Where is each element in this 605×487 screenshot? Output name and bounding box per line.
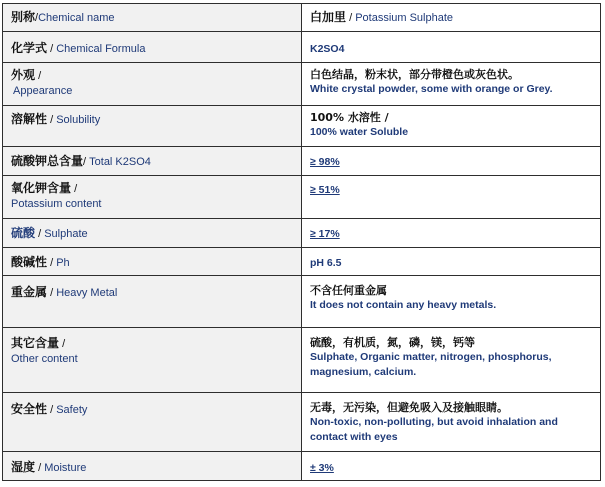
value-en: K2SO4: [310, 42, 345, 55]
value-en: Sulphate, Organic matter, nitrogen, phosphorus,: [310, 350, 552, 363]
table-row: [3, 452, 601, 481]
value-en: ± 3%: [310, 462, 334, 475]
value-cell: [302, 31, 601, 62]
value-cell: [302, 218, 601, 247]
label-en: Sulphate: [44, 227, 88, 240]
value-sep: /: [346, 12, 356, 24]
value-en: It does not contain any heavy metals.: [310, 299, 497, 312]
label-en: Other content: [11, 352, 78, 365]
table-row: [3, 31, 601, 62]
label-en: Potassium content: [11, 197, 102, 210]
label-zh: 别称: [11, 10, 36, 24]
label-sep: /: [47, 256, 57, 269]
table-row: [3, 247, 601, 276]
value-zh: 白色结晶，粉末状，部分带橙色或灰色状。: [310, 67, 519, 81]
label-zh: 化学式: [11, 40, 48, 55]
label-cell: [3, 327, 302, 392]
label-zh: 氧化钾含量: [11, 180, 72, 195]
label-sep: /: [35, 12, 39, 24]
value-cell: [302, 105, 601, 146]
label-cell: [3, 392, 302, 452]
label-cell: [3, 276, 302, 327]
label-zh: 硫酸钾总含量: [11, 153, 84, 168]
value-en: Non-toxic, non-polluting, but avoid inhalation and: [310, 415, 558, 428]
label-zh: 重金属: [11, 285, 48, 300]
label-cell: [3, 218, 302, 247]
label-cell: [3, 105, 302, 146]
label-sep: /: [47, 42, 57, 55]
value-cell: [302, 146, 601, 175]
label-zh: 安全性: [11, 401, 48, 416]
label-zh: 外观: [11, 67, 36, 82]
label-en: Safety: [56, 403, 88, 416]
label-cell: [3, 175, 302, 218]
label-cell: [3, 146, 302, 175]
value-cell: [302, 62, 601, 105]
label-zh: 其它含量: [11, 335, 60, 350]
label-en: Total K2SO4: [89, 155, 151, 168]
value-zh: 100% 水溶性 /: [310, 110, 389, 124]
label-sep: /: [59, 337, 66, 350]
value-zh: 硫酸，有机质，氮，磷，镁，钙等: [310, 335, 475, 349]
table-row: [3, 62, 601, 105]
label-en: Ph: [56, 256, 70, 269]
value-zh: 不含任何重金属: [310, 284, 387, 298]
label-sep: /: [71, 182, 78, 195]
table-row: [3, 146, 601, 175]
value-en: 100% water Soluble: [310, 125, 409, 138]
label-sep: /: [35, 69, 42, 82]
value-zh: 无毒，无污染，但避免吸入及接触眼睛。: [310, 400, 508, 414]
value-en: ≥ 98%: [310, 155, 340, 168]
value-cell: [302, 392, 601, 452]
table-row: [3, 276, 601, 327]
label-cell: [3, 452, 302, 481]
table-row: [3, 392, 601, 452]
value-en: ≥ 51%: [310, 183, 340, 196]
label-en: Heavy Metal: [56, 287, 118, 300]
label-cell: [3, 62, 302, 105]
label-zh: 酸碱性: [11, 254, 48, 269]
table-row: [3, 218, 601, 247]
label-cell: [3, 4, 302, 32]
label-cell: [3, 31, 302, 62]
label-zh: 溶解性: [11, 111, 48, 126]
label-sep: /: [35, 227, 45, 240]
value-cell: [302, 175, 601, 218]
value-en: White crystal powder, some with orange or Grey.: [310, 82, 553, 95]
table-row: [3, 105, 601, 146]
label-en: Solubility: [56, 113, 101, 126]
table-row: [3, 175, 601, 218]
value-cell: [302, 276, 601, 327]
value-en: Potassium Sulphate: [355, 12, 454, 24]
value-en: ≥ 17%: [310, 227, 340, 240]
table-row: [3, 327, 601, 392]
label-sep: /: [47, 113, 57, 126]
label-sep: /: [47, 403, 57, 416]
value-cell: [302, 327, 601, 392]
label-sep: /: [35, 462, 45, 475]
product-spec-table: [2, 3, 601, 481]
label-en: Chemical Formula: [56, 42, 146, 55]
label-en: Chemical name: [38, 12, 115, 24]
table-row: [3, 4, 601, 32]
value-en-line2: contact with eyes: [310, 430, 398, 443]
label-en: Appearance: [13, 84, 73, 97]
label-zh: 湿度: [11, 460, 36, 475]
value-zh: 白加里: [310, 10, 347, 24]
value-cell: [302, 247, 601, 276]
value-cell: [302, 452, 601, 481]
value-cell: [302, 4, 601, 32]
value-en: pH 6.5: [310, 256, 342, 269]
label-cell: [3, 247, 302, 276]
label-sep: /: [83, 155, 90, 168]
label-zh: 硫酸: [11, 225, 36, 240]
value-en-line2: magnesium, calcium.: [310, 365, 417, 378]
label-sep: /: [47, 287, 57, 300]
label-en: Moisture: [44, 462, 87, 475]
